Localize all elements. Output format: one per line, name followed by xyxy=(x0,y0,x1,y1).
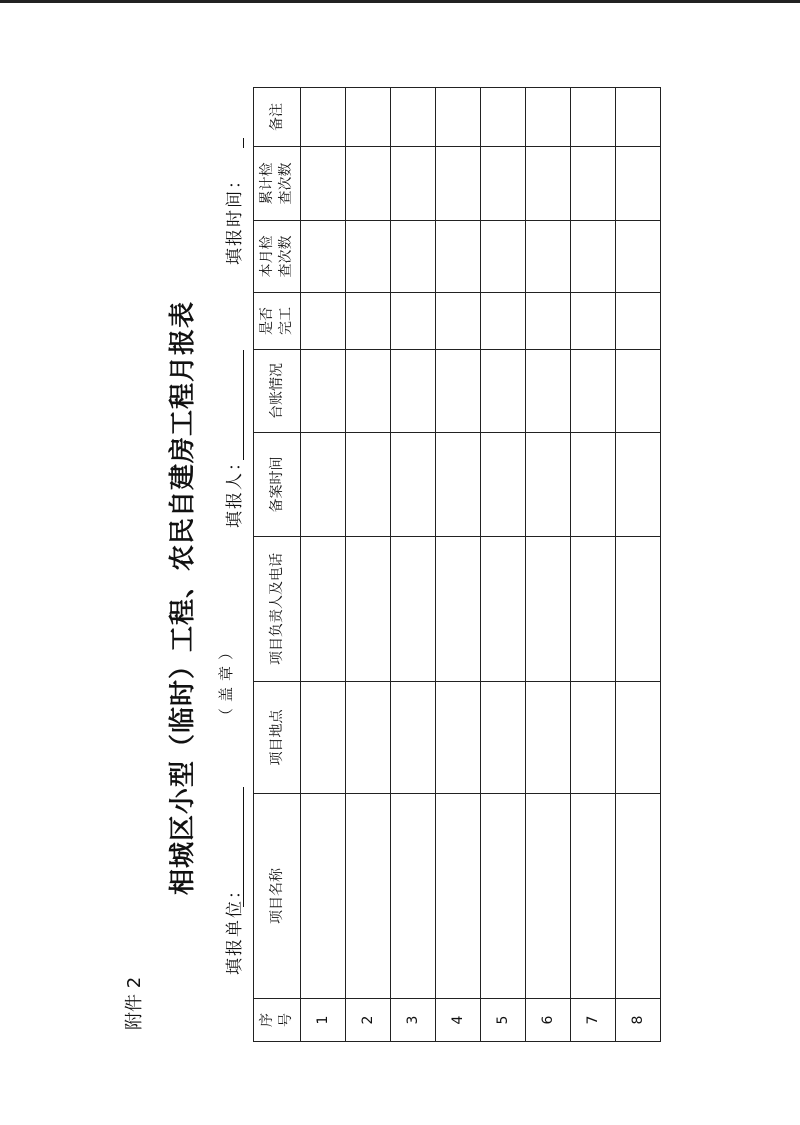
table-cell[interactable] xyxy=(436,794,481,999)
table-cell[interactable] xyxy=(526,794,571,999)
column-header xyxy=(254,433,301,537)
table-row xyxy=(481,88,526,1042)
table-cell[interactable] xyxy=(481,682,526,794)
table-cell[interactable] xyxy=(346,433,391,537)
table-cell[interactable] xyxy=(571,147,616,221)
table-cell[interactable] xyxy=(526,293,571,350)
table-row xyxy=(391,88,436,1042)
table-cell[interactable] xyxy=(481,88,526,147)
table-header-row xyxy=(254,88,301,1042)
row-number: 8 xyxy=(616,999,661,1042)
column-header xyxy=(254,350,301,433)
table-cell[interactable] xyxy=(571,88,616,147)
table-cell[interactable] xyxy=(346,537,391,682)
table-cell[interactable] xyxy=(526,433,571,537)
seal-note: （盖章） xyxy=(217,638,235,723)
table-cell[interactable] xyxy=(346,147,391,221)
table-cell[interactable] xyxy=(436,350,481,433)
table-cell[interactable] xyxy=(571,433,616,537)
column-header-text: 备案时间 xyxy=(268,456,285,513)
reporter-label: 填报人： xyxy=(225,452,245,528)
table-cell[interactable] xyxy=(616,221,661,293)
column-header xyxy=(254,682,301,794)
table-cell[interactable] xyxy=(526,147,571,221)
row-number: 1 xyxy=(301,999,346,1042)
row-number: 6 xyxy=(526,999,571,1042)
table-cell[interactable] xyxy=(571,293,616,350)
table-cell[interactable] xyxy=(301,537,346,682)
table-cell[interactable] xyxy=(616,293,661,350)
column-header-text: 序 xyxy=(259,1013,276,1027)
column-header-text: 项目负责人及电话 xyxy=(268,553,285,665)
column-header xyxy=(254,537,301,682)
reporter-input-line[interactable] xyxy=(243,350,244,460)
table-cell[interactable] xyxy=(301,794,346,999)
table-cell[interactable] xyxy=(346,293,391,350)
row-number: 3 xyxy=(391,999,436,1042)
table-cell[interactable] xyxy=(526,537,571,682)
table-cell[interactable] xyxy=(346,221,391,293)
table-cell[interactable] xyxy=(616,433,661,537)
table-body xyxy=(301,88,661,1042)
report-time-input-line[interactable] xyxy=(243,138,244,148)
table-cell[interactable] xyxy=(571,350,616,433)
unit-input-line[interactable] xyxy=(243,787,244,907)
table-cell[interactable] xyxy=(436,537,481,682)
table-cell[interactable] xyxy=(346,350,391,433)
row-number: 2 xyxy=(346,999,391,1042)
table-row xyxy=(346,88,391,1042)
column-header-text: 累计检 xyxy=(259,162,276,205)
table-cell[interactable] xyxy=(616,794,661,999)
table-cell[interactable] xyxy=(301,147,346,221)
table-cell[interactable] xyxy=(481,147,526,221)
column-header-text: 查次数 xyxy=(278,235,294,278)
table-cell[interactable] xyxy=(436,147,481,221)
column-header xyxy=(254,293,301,350)
table-cell[interactable] xyxy=(391,433,436,537)
table-cell[interactable] xyxy=(616,682,661,794)
column-header-text: 项目地点 xyxy=(268,709,285,766)
report-title: 相城区小型（临时）工程、农民自建房工程月报表 xyxy=(168,300,198,895)
table-cell[interactable] xyxy=(301,350,346,433)
table-cell[interactable] xyxy=(346,682,391,794)
table-cell[interactable] xyxy=(391,350,436,433)
table-cell[interactable] xyxy=(391,147,436,221)
table-cell[interactable] xyxy=(526,682,571,794)
table-cell[interactable] xyxy=(481,350,526,433)
table-cell[interactable] xyxy=(391,537,436,682)
column-header-text: 查次数 xyxy=(278,162,294,205)
attachment-label: 附件 2 xyxy=(124,976,145,1030)
table-row xyxy=(301,88,346,1042)
table-cell[interactable] xyxy=(616,147,661,221)
column-header-text: 备注 xyxy=(268,103,285,131)
table-cell[interactable] xyxy=(436,682,481,794)
table-row xyxy=(616,88,661,1042)
row-number: 7 xyxy=(571,999,616,1042)
column-header-text: 项目名称 xyxy=(268,868,285,924)
table-cell[interactable] xyxy=(526,221,571,293)
table-cell[interactable] xyxy=(571,682,616,794)
report-time-label: 填报时间： xyxy=(225,170,245,265)
table-cell[interactable] xyxy=(481,293,526,350)
table-cell[interactable] xyxy=(436,433,481,537)
column-header-text: 完工 xyxy=(278,307,294,335)
table-cell[interactable] xyxy=(526,350,571,433)
table-cell[interactable] xyxy=(301,88,346,147)
column-header xyxy=(254,794,301,999)
column-header xyxy=(254,221,301,293)
column-header xyxy=(254,999,301,1042)
row-number: 5 xyxy=(481,999,526,1042)
column-header xyxy=(254,88,301,147)
table-cell[interactable] xyxy=(436,221,481,293)
table-cell[interactable] xyxy=(391,221,436,293)
column-header xyxy=(254,147,301,221)
report-table xyxy=(253,87,661,1042)
column-header-text: 号 xyxy=(278,1013,294,1027)
table-cell[interactable] xyxy=(391,794,436,999)
table-cell[interactable] xyxy=(436,88,481,147)
column-header-text: 是否 xyxy=(259,307,276,335)
table-row xyxy=(526,88,571,1042)
column-header-text: 本月检 xyxy=(259,235,276,278)
table-cell[interactable] xyxy=(526,88,571,147)
table-cell[interactable] xyxy=(481,221,526,293)
table-cell[interactable] xyxy=(481,794,526,999)
table-cell[interactable] xyxy=(481,433,526,537)
table-cell[interactable] xyxy=(616,88,661,147)
table-cell[interactable] xyxy=(391,88,436,147)
table-cell[interactable] xyxy=(571,794,616,999)
table-cell[interactable] xyxy=(616,350,661,433)
table-cell[interactable] xyxy=(301,682,346,794)
table-row xyxy=(436,88,481,1042)
table-cell[interactable] xyxy=(301,433,346,537)
table-cell[interactable] xyxy=(571,537,616,682)
table-cell[interactable] xyxy=(436,293,481,350)
table-cell[interactable] xyxy=(346,794,391,999)
table-cell[interactable] xyxy=(346,88,391,147)
table-cell[interactable] xyxy=(301,293,346,350)
table-cell[interactable] xyxy=(481,537,526,682)
table-cell[interactable] xyxy=(571,221,616,293)
column-header-text: 台账情况 xyxy=(268,363,285,419)
table-cell[interactable] xyxy=(616,537,661,682)
table-cell[interactable] xyxy=(391,293,436,350)
row-number: 4 xyxy=(436,999,481,1042)
table-cell[interactable] xyxy=(391,682,436,794)
table-cell[interactable] xyxy=(301,221,346,293)
unit-label: 填报单位： xyxy=(225,880,245,975)
table-row xyxy=(571,88,616,1042)
